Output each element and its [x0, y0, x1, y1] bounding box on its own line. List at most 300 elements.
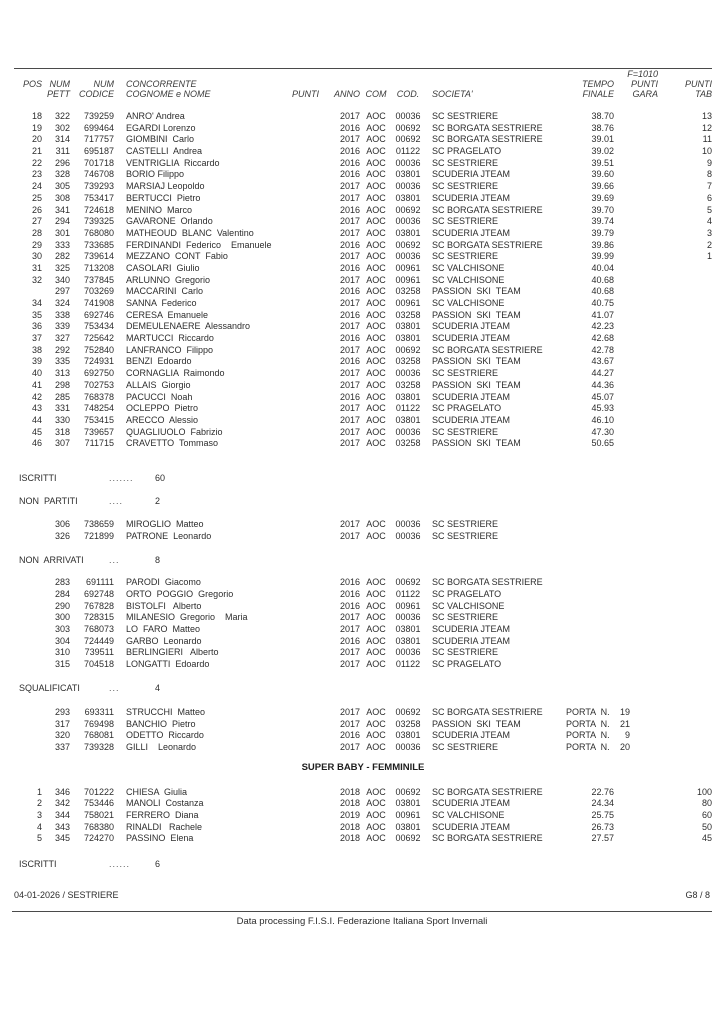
- final-time-cell: 45.07: [591, 391, 614, 402]
- bib-number-cell: 285: [54, 391, 70, 402]
- header-cognome: COGNOME e NOME: [126, 89, 211, 99]
- birth-year-cell: 2016: [339, 391, 360, 402]
- committee-cell: AOC: [366, 809, 386, 820]
- athlete-name-cell: SANNA Federico: [126, 298, 197, 308]
- tab-points-cell: 80: [701, 798, 712, 809]
- club-code-cell: 00692: [395, 786, 421, 797]
- athlete-name-cell: QUAGLIUOLO Fabrizio: [126, 426, 223, 437]
- athlete-name-cell: LANFRANCO Filippo: [126, 344, 214, 355]
- table-row: [14, 298, 712, 310]
- club-name-cell: SC PRAGELATO: [432, 146, 502, 157]
- committee-cell: AOC: [366, 344, 386, 355]
- table-row: [14, 181, 712, 193]
- final-time-cell: 44.27: [591, 368, 614, 379]
- gate-label: PORTA N.: [566, 730, 610, 741]
- athlete-name-cell: MARSIAJ Leopoldo: [126, 181, 205, 192]
- final-time-cell: 39.60: [591, 169, 614, 180]
- fisi-code-cell: 739325: [83, 216, 114, 227]
- position-cell: 45: [31, 426, 42, 437]
- bib-number-cell: 305: [54, 181, 70, 192]
- table-row: [14, 636, 712, 648]
- bib-number-cell: 335: [54, 356, 70, 367]
- header-punti: PUNTI: [292, 89, 319, 99]
- bib-number-cell: 343: [54, 821, 70, 832]
- birth-year-cell: 2017: [339, 134, 360, 145]
- final-time-cell: 47.30: [591, 426, 614, 437]
- athlete-name-cell: PATRONE Leonardo: [126, 530, 212, 541]
- committee-cell: AOC: [366, 438, 386, 449]
- bib-number-cell: 318: [54, 426, 70, 437]
- position-cell: 20: [31, 134, 42, 145]
- tab-points-cell: 7: [706, 181, 712, 192]
- committee-cell: AOC: [366, 426, 386, 437]
- table-row: [14, 624, 712, 636]
- fisi-code-cell: 703269: [83, 286, 114, 297]
- header-row-1: [14, 79, 712, 89]
- club-name-cell: SC BORGATA SESTRIERE: [432, 134, 543, 145]
- tab-points-cell: 45: [701, 833, 712, 844]
- club-name-cell: SC SESTRIERE: [432, 426, 499, 437]
- final-time-cell: 39.86: [591, 239, 614, 250]
- committee-cell: AOC: [366, 741, 386, 752]
- athlete-name-cell: MACCARINI Carlo: [126, 286, 204, 297]
- bib-number-cell: 328: [54, 169, 70, 180]
- bib-number-cell: 283: [54, 577, 70, 588]
- committee-cell: AOC: [366, 730, 386, 741]
- club-code-cell: 00961: [395, 274, 421, 285]
- fisi-code-cell: 691111: [85, 577, 114, 588]
- position-cell: 3: [36, 809, 42, 820]
- athlete-name-cell: MATHEOUD BLANC Valentino: [126, 227, 254, 238]
- fisi-code-cell: 753434: [83, 321, 114, 332]
- final-time-cell: 40.75: [591, 298, 614, 308]
- athlete-name-cell: BENZI Edoardo: [126, 356, 192, 367]
- table-row: [14, 205, 712, 217]
- tab-points-cell: 5: [706, 204, 712, 215]
- fisi-code-cell: 711715: [84, 438, 114, 449]
- club-name-cell: SC SESTRIERE: [432, 612, 499, 623]
- final-time-cell: 39.66: [591, 181, 614, 192]
- birth-year-cell: 2016: [339, 204, 360, 215]
- fisi-code-cell: 702753: [83, 379, 114, 390]
- club-name-cell: PASSION SKI TEAM: [432, 286, 521, 297]
- birth-year-cell: 2016: [339, 333, 360, 344]
- birth-year-cell: 2017: [339, 379, 360, 390]
- birth-year-cell: 2017: [339, 274, 360, 285]
- athlete-name-cell: ORTO POGGIO Gregorio: [126, 589, 234, 599]
- bib-number-cell: 302: [54, 122, 70, 133]
- f-factor: F=1010: [627, 69, 658, 79]
- final-time-cell: 42.78: [591, 344, 614, 355]
- athlete-name-cell: ODETTO Riccardo: [126, 730, 204, 741]
- table-row: [14, 647, 712, 659]
- club-name-cell: SCUDERIA JTEAM: [432, 414, 511, 425]
- table-row: [14, 601, 712, 613]
- tab-points-cell: 13: [701, 111, 712, 121]
- bib-number-cell: 298: [54, 379, 70, 390]
- non-arrivati-list: [14, 577, 712, 671]
- club-code-cell: 00036: [395, 157, 421, 168]
- table-row: [14, 275, 712, 287]
- position-cell: 38: [31, 344, 42, 355]
- header-cod: COD.: [396, 89, 420, 99]
- birth-year-cell: 2017: [339, 624, 360, 635]
- club-code-cell: 03258: [395, 718, 421, 729]
- committee-cell: AOC: [366, 134, 386, 145]
- section-iscritti: [14, 472, 712, 484]
- club-code-cell: 00036: [395, 181, 421, 192]
- position-cell: 32: [31, 274, 42, 285]
- position-cell: 39: [31, 356, 42, 367]
- category-title: SUPER BABY - FEMMINILE: [301, 761, 425, 773]
- header-codice: CODICE: [78, 89, 114, 99]
- athlete-name-cell: MIROGLIO Matteo: [126, 518, 204, 529]
- committee-cell: AOC: [366, 181, 386, 192]
- header-gara: GARA: [632, 89, 658, 99]
- committee-cell: AOC: [366, 157, 386, 168]
- fisi-code-cell: 768073: [83, 624, 114, 635]
- athlete-name-cell: MEZZANO CONT Fabio: [126, 251, 228, 262]
- birth-year-cell: 2017: [339, 706, 360, 717]
- gate-cell: [564, 742, 630, 754]
- athlete-name-cell: GARBO Leonardo: [126, 635, 202, 646]
- club-name-cell: SC PRAGELATO: [432, 659, 502, 670]
- final-time-cell: 43.67: [591, 356, 614, 367]
- bib-number-cell: 308: [54, 192, 70, 203]
- fisi-code-cell: 692746: [83, 309, 114, 320]
- table-row: [14, 310, 712, 322]
- club-code-cell: 03801: [395, 821, 421, 832]
- club-code-cell: 03801: [395, 635, 421, 646]
- position-cell: 42: [31, 391, 42, 402]
- bib-number-cell: 338: [54, 309, 70, 320]
- position-cell: 36: [31, 321, 42, 332]
- table-row: [14, 193, 712, 205]
- position-cell: 25: [31, 192, 42, 203]
- table-row: [14, 321, 712, 333]
- fisi-code-cell: 701718: [83, 157, 114, 168]
- position-cell: 19: [31, 122, 42, 133]
- position-cell: 40: [31, 368, 42, 379]
- fisi-code-cell: 752840: [83, 344, 114, 355]
- tab-points-cell: 50: [701, 821, 712, 832]
- table-row: [14, 356, 712, 368]
- athlete-name-cell: MILANESIO Gregorio Maria: [126, 612, 248, 623]
- bib-number-cell: 340: [54, 274, 70, 285]
- fisi-code-cell: 768080: [83, 227, 114, 238]
- final-time-cell: 46.10: [591, 414, 614, 425]
- position-cell: 44: [31, 414, 42, 425]
- position-cell: 41: [31, 379, 42, 390]
- bib-number-cell: 345: [54, 833, 70, 844]
- header-num2: NUM: [93, 79, 114, 89]
- final-time-cell: 39.02: [591, 146, 614, 157]
- section-iscritti-femminile: [14, 858, 712, 870]
- birth-year-cell: 2016: [339, 589, 360, 599]
- fisi-code-cell: 693311: [84, 706, 114, 717]
- athlete-name-cell: BORIO Filippo: [126, 169, 185, 180]
- table-row: [14, 810, 712, 822]
- committee-cell: AOC: [366, 204, 386, 215]
- header-concorrente: CONCORRENTE: [126, 79, 197, 89]
- club-name-cell: SC BORGATA SESTRIERE: [432, 344, 543, 355]
- birth-year-cell: 2016: [339, 600, 360, 611]
- athlete-name-cell: MARTUCCI Riccardo: [126, 333, 214, 344]
- club-name-cell: SCUDERIA JTEAM: [432, 391, 511, 402]
- club-code-cell: 00036: [395, 368, 421, 379]
- bib-number-cell: 324: [54, 298, 70, 308]
- club-name-cell: SC SESTRIERE: [432, 251, 499, 262]
- committee-cell: AOC: [366, 624, 386, 635]
- section-squalificati: [14, 682, 712, 694]
- club-name-cell: SC VALCHISONE: [432, 298, 505, 308]
- club-code-cell: 01122: [395, 589, 421, 599]
- birth-year-cell: 2016: [339, 157, 360, 168]
- club-code-cell: 00036: [395, 741, 421, 752]
- club-code-cell: 01122: [395, 146, 421, 157]
- table-row: [14, 228, 712, 240]
- section-dots: ...: [109, 682, 120, 693]
- athlete-name-cell: BISTOLFI Alberto: [126, 600, 202, 611]
- committee-cell: AOC: [366, 798, 386, 809]
- committee-cell: AOC: [366, 169, 386, 180]
- club-code-cell: 00692: [395, 706, 421, 717]
- table-row: [14, 134, 712, 146]
- club-code-cell: 03801: [395, 391, 421, 402]
- position-cell: 5: [36, 833, 42, 844]
- bib-number-cell: 290: [54, 600, 70, 611]
- final-time-cell: 22.76: [591, 786, 614, 797]
- position-cell: 18: [31, 111, 42, 121]
- section-non-partiti: [14, 495, 712, 507]
- committee-cell: AOC: [366, 706, 386, 717]
- committee-cell: AOC: [366, 298, 386, 308]
- athlete-name-cell: STRUCCHI Matteo: [126, 706, 206, 717]
- gate-label: PORTA N.: [566, 741, 610, 752]
- position-cell: 2: [36, 798, 42, 809]
- position-cell: 35: [31, 309, 42, 320]
- table-row: [14, 286, 712, 298]
- athlete-name-cell: CASTELLI Andrea: [126, 146, 203, 157]
- final-time-cell: 41.07: [591, 309, 614, 320]
- tab-points-cell: 1: [706, 251, 712, 262]
- committee-cell: AOC: [366, 239, 386, 250]
- committee-cell: AOC: [366, 111, 386, 121]
- committee-cell: AOC: [366, 718, 386, 729]
- committee-cell: AOC: [366, 227, 386, 238]
- gate-label: PORTA N.: [566, 718, 610, 729]
- table-row: [14, 798, 712, 810]
- fisi-code-cell: 733685: [83, 239, 114, 250]
- position-cell: 22: [31, 157, 42, 168]
- squalificati-list: [14, 707, 712, 754]
- committee-cell: AOC: [366, 122, 386, 133]
- tab-points-cell: 12: [701, 122, 712, 133]
- final-time-cell: 40.68: [591, 286, 614, 297]
- birth-year-cell: 2019: [339, 809, 360, 820]
- committee-cell: AOC: [366, 356, 386, 367]
- fisi-code-cell: 768378: [83, 391, 114, 402]
- birth-year-cell: 2016: [339, 146, 360, 157]
- position-cell: 29: [31, 239, 42, 250]
- club-code-cell: 00036: [395, 111, 421, 121]
- fisi-code-cell: 721899: [83, 530, 114, 541]
- final-time-cell: 39.01: [591, 134, 614, 145]
- club-code-cell: 03258: [395, 286, 421, 297]
- final-time-cell: 27.57: [591, 833, 614, 844]
- fisi-code-cell: 739328: [83, 741, 114, 752]
- table-row: [14, 589, 712, 601]
- position-cell: 43: [31, 403, 42, 414]
- tab-points-cell: 3: [706, 227, 712, 238]
- club-name-cell: SC VALCHISONE: [432, 274, 505, 285]
- committee-cell: AOC: [366, 216, 386, 227]
- position-cell: 46: [31, 438, 42, 449]
- bib-number-cell: 292: [54, 344, 70, 355]
- header-pos: POS: [22, 79, 42, 89]
- birth-year-cell: 2016: [339, 635, 360, 646]
- footer-rule: [12, 911, 712, 912]
- table-row: [14, 146, 712, 158]
- birth-year-cell: 2017: [339, 612, 360, 623]
- athlete-name-cell: CRAVETTO Tommaso: [126, 438, 219, 449]
- club-code-cell: 00961: [395, 298, 421, 308]
- committee-cell: AOC: [366, 286, 386, 297]
- club-name-cell: SC SESTRIERE: [432, 518, 499, 529]
- committee-cell: AOC: [366, 414, 386, 425]
- table-row: [14, 822, 712, 834]
- fisi-code-cell: 739259: [83, 111, 114, 121]
- committee-cell: AOC: [366, 321, 386, 332]
- club-code-cell: 00036: [395, 647, 421, 658]
- athlete-name-cell: CORNAGLIA Raimondo: [126, 368, 225, 379]
- fisi-code-cell: 692748: [83, 589, 114, 599]
- bib-number-cell: 301: [54, 227, 70, 238]
- committee-cell: AOC: [366, 368, 386, 379]
- section-dots: .......: [109, 472, 134, 483]
- club-name-cell: SC BORGATA SESTRIERE: [432, 577, 543, 588]
- birth-year-cell: 2016: [339, 309, 360, 320]
- athlete-name-cell: DEMEULENAERE Alessandro: [126, 321, 251, 332]
- bib-number-cell: 307: [54, 438, 70, 449]
- club-code-cell: 00692: [395, 204, 421, 215]
- club-name-cell: SC SESTRIERE: [432, 111, 499, 121]
- table-row: [14, 169, 712, 181]
- birth-year-cell: 2017: [339, 321, 360, 332]
- club-name-cell: PASSION SKI TEAM: [432, 438, 521, 449]
- bib-number-cell: 330: [54, 414, 70, 425]
- header-row-f: [14, 69, 712, 79]
- club-code-cell: 00692: [395, 239, 421, 250]
- athlete-name-cell: ANRO' Andrea: [126, 111, 185, 121]
- bib-number-cell: 344: [54, 809, 70, 820]
- committee-cell: AOC: [366, 530, 386, 541]
- bib-number-cell: 293: [54, 706, 70, 717]
- table-row: [14, 427, 712, 439]
- position-cell: 24: [31, 181, 42, 192]
- club-name-cell: SC BORGATA SESTRIERE: [432, 786, 543, 797]
- final-time-cell: 38.76: [591, 122, 614, 133]
- section-non-arrivati: [14, 554, 712, 566]
- table-row: [14, 719, 712, 731]
- club-name-cell: PASSION SKI TEAM: [432, 718, 521, 729]
- section-dots: ....: [109, 495, 124, 506]
- position-cell: 30: [31, 251, 42, 262]
- club-name-cell: SCUDERIA JTEAM: [432, 730, 511, 741]
- club-code-cell: 03801: [395, 227, 421, 238]
- table-row: [14, 415, 712, 427]
- athlete-name-cell: BERLINGIERI Alberto: [126, 647, 219, 658]
- table-row: [14, 531, 712, 543]
- club-code-cell: 03258: [395, 309, 421, 320]
- club-code-cell: 00692: [395, 344, 421, 355]
- club-name-cell: SC SESTRIERE: [432, 368, 499, 379]
- club-name-cell: SC VALCHISONE: [432, 262, 505, 273]
- section-dots: ...: [109, 555, 120, 566]
- section-dots: ......: [109, 859, 131, 869]
- birth-year-cell: 2017: [339, 192, 360, 203]
- birth-year-cell: 2017: [339, 518, 360, 529]
- fisi-code-cell: 741908: [83, 298, 114, 308]
- position-cell: 34: [31, 298, 42, 308]
- position-cell: 23: [31, 169, 42, 180]
- section-value: 4: [155, 682, 161, 693]
- position-cell: 37: [31, 333, 42, 344]
- section-value: 8: [155, 555, 161, 566]
- tab-points-cell: 10: [701, 146, 712, 157]
- gate-cell: [564, 730, 630, 742]
- gate-number: 9: [624, 730, 630, 741]
- club-code-cell: 00692: [395, 833, 421, 844]
- bib-number-cell: 326: [54, 530, 70, 541]
- club-name-cell: SC SESTRIERE: [432, 157, 499, 168]
- tab-points-cell: 2: [706, 239, 712, 250]
- club-code-cell: 00961: [395, 262, 421, 273]
- birth-year-cell: 2017: [339, 718, 360, 729]
- final-time-cell: 39.79: [591, 227, 614, 238]
- section-value: 6: [155, 859, 161, 869]
- club-name-cell: PASSION SKI TEAM: [432, 356, 521, 367]
- header-row-2: [14, 89, 712, 99]
- bib-number-cell: 310: [54, 647, 70, 658]
- birth-year-cell: 2017: [339, 251, 360, 262]
- table-row: [14, 380, 712, 392]
- club-code-cell: 03801: [395, 321, 421, 332]
- section-label: SQUALIFICATI: [19, 682, 80, 693]
- section-label: NON ARRIVATI: [19, 555, 84, 566]
- bib-number-cell: 296: [54, 157, 70, 168]
- athlete-name-cell: ARLUNNO Gregorio: [126, 274, 211, 285]
- committee-cell: AOC: [366, 262, 386, 273]
- club-code-cell: 00036: [395, 612, 421, 623]
- club-name-cell: SC VALCHISONE: [432, 600, 505, 611]
- committee-cell: AOC: [366, 821, 386, 832]
- bib-number-cell: 282: [54, 251, 70, 262]
- fisi-code-cell: 767828: [83, 600, 114, 611]
- header-com: COM: [365, 89, 387, 99]
- fisi-code-cell: 724270: [83, 833, 114, 844]
- final-time-cell: 39.69: [591, 192, 614, 203]
- tab-points-cell: 4: [706, 216, 712, 227]
- committee-cell: AOC: [366, 192, 386, 203]
- birth-year-cell: 2016: [339, 577, 360, 588]
- tab-points-cell: 100: [696, 786, 712, 797]
- club-name-cell: SCUDERIA JTEAM: [432, 635, 511, 646]
- bib-number-cell: 341: [54, 204, 70, 215]
- results-list: [14, 111, 712, 450]
- club-code-cell: 00692: [395, 122, 421, 133]
- tab-points-cell: 6: [706, 192, 712, 203]
